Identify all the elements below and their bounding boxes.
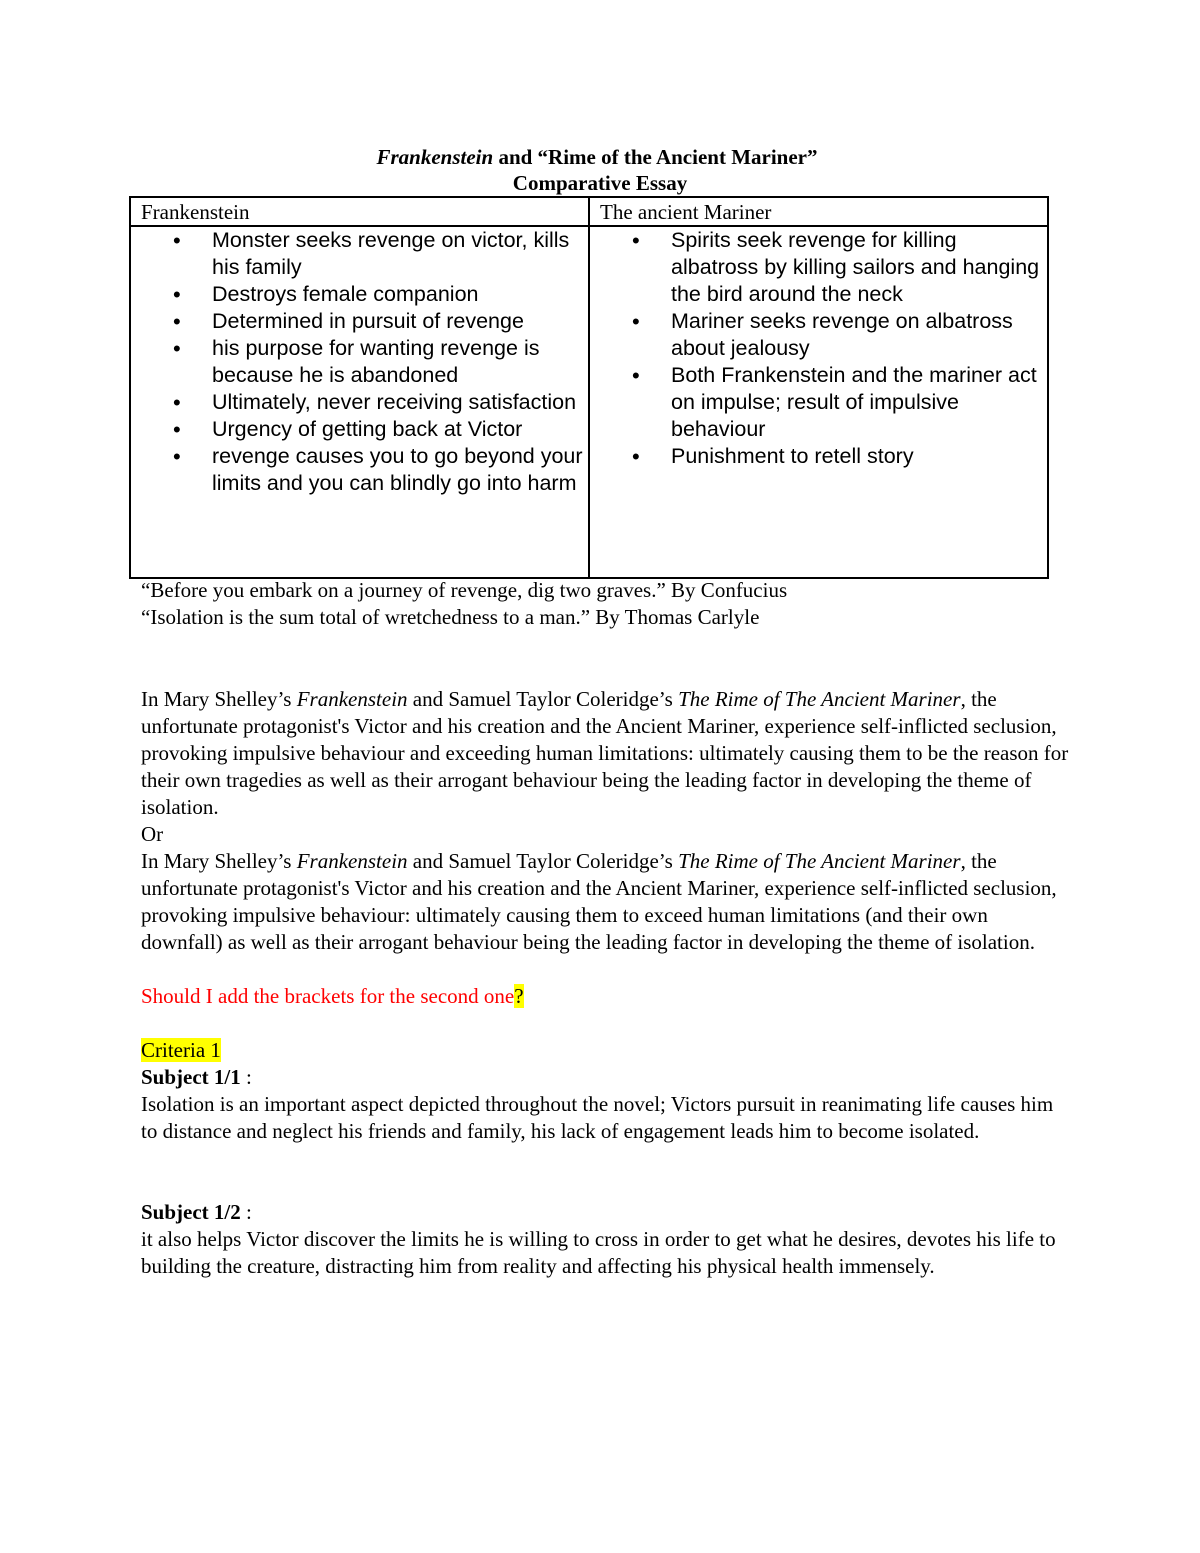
document-subtitle: Comparative Essay (512, 171, 688, 195)
header-ancient-mariner: The ancient Mariner (589, 197, 1048, 226)
list-item: • Spirits seek revenge for killing albatross by killing sailors and hanging the bird around the neck (590, 227, 1047, 308)
thesis-option-2 (141, 848, 1071, 956)
list-item: • Urgency of getting back at Victor (131, 416, 588, 443)
criteria-label-highlighted: Criteria 1 (141, 1038, 221, 1062)
criteria-heading (141, 1037, 1071, 1064)
thesis2-title-frankenstein: Frankenstein (296, 849, 408, 873)
list-item: • Monster seeks revenge on victor, kills his family (131, 227, 588, 281)
subject-1-suffix: : (240, 1065, 252, 1089)
list-item: • Punishment to retell story (590, 443, 1047, 470)
frankenstein-bullet-list (131, 227, 588, 497)
question-mark-highlighted: ? (514, 984, 524, 1008)
quote-carlyle: “Isolation is the sum total of wretchedness to a man.” By Thomas Carlyle (141, 605, 760, 629)
red-question-note (141, 983, 1071, 1010)
list-item: • revenge causes you to go beyond your limits and you can blindly go into harm (131, 443, 588, 497)
subject-1-label: Subject 1/1 (141, 1065, 241, 1089)
header-frankenstein: Frankenstein (130, 197, 589, 226)
subject-2-suffix: : (240, 1200, 252, 1224)
mariner-cell (589, 226, 1048, 578)
list-item: • Determined in pursuit of revenge (131, 308, 588, 335)
subject-1-body: Isolation is an important aspect depicted throughout the novel; Victors pursuit in reanimating life causes him to distance and neglect his friends and family, his lack of engagement leads him to become isolated. (141, 1092, 1054, 1143)
thesis1-title-frankenstein: Frankenstein (296, 687, 408, 711)
document-title (0, 144, 1197, 171)
table-header-row (130, 197, 1048, 226)
list-item: • Both Frankenstein and the mariner act on impulse; result of impulsive behaviour (590, 362, 1047, 443)
frankenstein-cell (130, 226, 589, 578)
list-item: • his purpose for wanting revenge is because he is abandoned (131, 335, 588, 389)
subject-2-heading (141, 1199, 1071, 1226)
list-item: • Mariner seeks revenge on albatross about jealousy (590, 308, 1047, 362)
or-separator: Or (141, 822, 164, 846)
thesis1-e: , the unfortunate protagonist's Victor and his creation and the Ancient Mariner, experience self-inflicted seclusion, provoking impulsive behaviour and exceeding human limitations: ultimately causing them to be the reason for their own tragedies as well as their arrogant behaviour being the leading factor in developing the theme of isolation. (141, 687, 1069, 819)
title-rest: and “Rime of the Ancient Mariner” (493, 145, 818, 169)
thesis2-a: In Mary Shelley’s (141, 849, 297, 873)
subject-2-body: it also helps Victor discover the limits he is willing to cross in order to get what he desires, devotes his life to building the creature, distracting him from reality and affecting his physical health immensely. (141, 1227, 1056, 1278)
thesis1-title-rime: The Rime of The Ancient Mariner (678, 687, 961, 711)
thesis-option-1 (141, 686, 1071, 821)
subject-2-label: Subject 1/2 (141, 1200, 241, 1224)
quote-confucius: “Before you embark on a journey of revenge, dig two graves.” By Confucius (141, 578, 788, 602)
list-item: • Ultimately, never receiving satisfaction (131, 389, 588, 416)
thesis2-c: and Samuel Taylor Coleridge’s (407, 849, 679, 873)
subject-1-heading (141, 1064, 1071, 1091)
thesis1-a: In Mary Shelley’s (141, 687, 297, 711)
thesis2-e: , the unfortunate protagonist's Victor and his creation and the Ancient Mariner, experience self-inflicted seclusion, provoking impulsive behaviour: ultimately causing them to exceed human limitations (and their own downfall) as well as their arrogant behaviour being the leading factor in developing the theme of isolation. (141, 849, 1057, 954)
thesis2-title-rime: The Rime of The Ancient Mariner (678, 849, 961, 873)
thesis1-c: and Samuel Taylor Coleridge’s (407, 687, 679, 711)
mariner-bullet-list (590, 227, 1047, 470)
comparison-table (129, 196, 1049, 579)
question-text: Should I add the brackets for the second one (141, 984, 515, 1008)
list-item: • Destroys female companion (131, 281, 588, 308)
title-italic: Frankenstein (376, 145, 494, 169)
table-body-row (130, 226, 1048, 578)
